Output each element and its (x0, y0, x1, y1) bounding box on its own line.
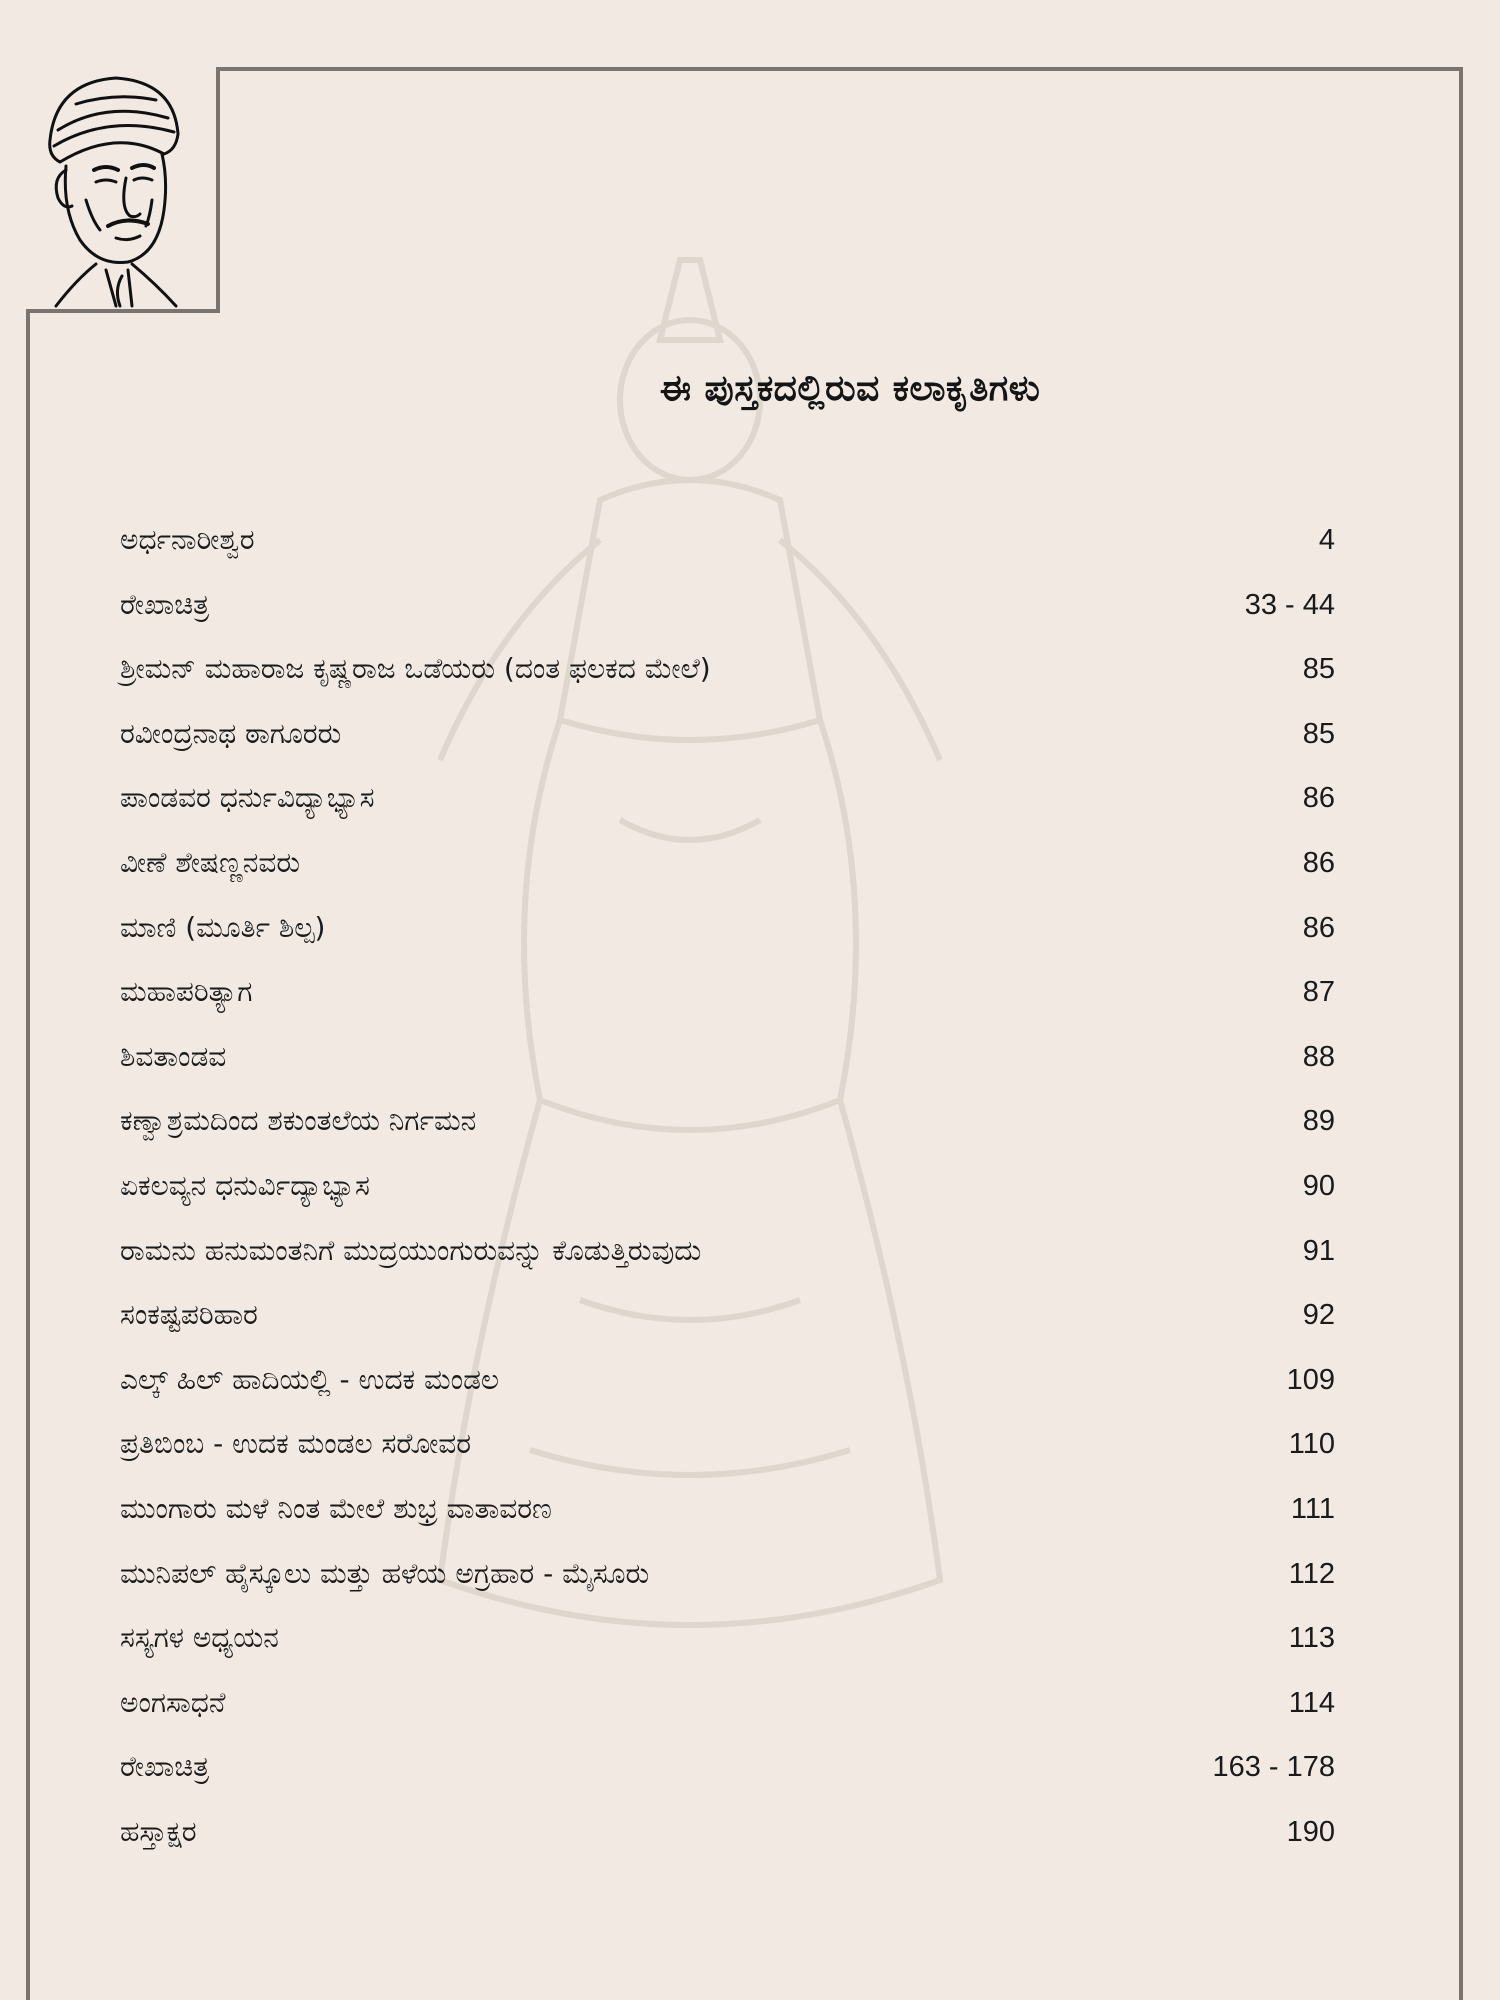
list-item-title: ರವೀಂದ್ರನಾಥ ಠಾಗೂರರು (120, 716, 342, 750)
list-item (120, 1606, 1335, 1671)
list-item-page-number: 190 (1286, 1815, 1335, 1848)
frame-right-line (1459, 67, 1463, 2000)
list-item-page-number: 86 (1302, 846, 1335, 879)
list-item (120, 1089, 1335, 1154)
list-item (120, 1735, 1335, 1800)
list-item-title: ರಾಮನು ಹನುಮಂತನಿಗೆ ಮುದ್ರಯುಂಗುರುವನ್ನು ಕೊಡುತ್ತಿರುವುದು (120, 1233, 702, 1267)
list-item (120, 573, 1335, 638)
list-item-title: ಮಹಾಪರಿತ್ಯಾಗ (120, 975, 253, 1009)
list-item-page-number: 112 (1288, 1557, 1335, 1590)
frame-notch-vertical-line (216, 67, 220, 312)
list-item (120, 831, 1335, 896)
list-item (120, 1348, 1335, 1413)
list-item-page-number: 33 - 44 (1244, 588, 1335, 621)
list-item-title: ಮುನಿಪಲ್ ಹೈಸ್ಕೂಲು ಮತ್ತು ಹಳೆಯ ಅಗ್ರಹಾರ - ಮೈಸೂರು (120, 1556, 650, 1590)
list-item (120, 1412, 1335, 1477)
list-item-page-number: 113 (1288, 1622, 1335, 1655)
list-item-title: ಪ್ರತಿಬಿಂಬ - ಉದಕ ಮಂಡಲ ಸರೋವರ (120, 1427, 472, 1461)
list-item-title: ಅರ್ಧನಾರೀಶ್ವರ (120, 523, 255, 556)
list-item (120, 1477, 1335, 1542)
list-item-page-number: 85 (1302, 717, 1335, 750)
list-item-title: ಶ್ರೀಮನ್ ಮಹಾರಾಜ ಕೃಷ್ಣರಾಜ ಒಡೆಯರು (ದಂತ ಫಲಕದ ಮೇಲೆ) (120, 652, 711, 686)
list-item-page-number: 163 - 178 (1212, 1751, 1335, 1784)
list-item-page-number: 85 (1302, 653, 1335, 686)
portrait-sketch-icon (36, 70, 186, 310)
list-item (120, 1283, 1335, 1348)
list-item (120, 1800, 1335, 1865)
list-item-page-number: 110 (1288, 1428, 1335, 1461)
list-item-title: ವೀಣೆ ಶೇಷಣ್ಣನವರು (120, 845, 301, 879)
list-item (120, 1025, 1335, 1090)
list-item (120, 508, 1335, 573)
list-item (120, 896, 1335, 961)
list-item-title: ಎಲ್ಕ್ ಹಿಲ್ ಹಾದಿಯಲ್ಲಿ - ಉದಕ ಮಂಡಲ (120, 1362, 500, 1396)
list-item-page-number: 92 (1302, 1299, 1335, 1332)
list-item-title: ಕಣ್ವಾಶ್ರಮದಿಂದ ಶಕುಂತಲೆಯ ನಿರ್ಗಮನ (120, 1104, 477, 1138)
list-item (120, 1671, 1335, 1736)
page-title: ಈ ಪುಸ್ತಕದಲ್ಲಿರುವ ಕಲಾಕೃತಿಗಳು (659, 368, 1041, 409)
list-item-title: ಪಾಂಡವರ ಧರ್ನುವಿದ್ಯಾಭ್ಯಾಸ (120, 781, 375, 815)
list-item-title: ಮಾಣಿ (ಮೂರ್ತಿ ಶಿಲ್ಪ) (120, 910, 326, 944)
list-item-title: ಅಂಗಸಾಧನೆ (120, 1685, 226, 1719)
list-item-page-number: 4 (1318, 524, 1335, 556)
list-item-page-number: 87 (1302, 976, 1335, 1009)
list-item-page-number: 114 (1288, 1686, 1335, 1719)
list-item (120, 960, 1335, 1025)
artwork-list (120, 508, 1335, 1864)
list-item-page-number: 86 (1302, 911, 1335, 944)
list-item-title: ಸಸ್ಯಗಳ ಅಧ್ಯಯನ (120, 1621, 279, 1655)
frame-left-line (26, 309, 30, 2000)
list-item-title: ಸಂಕಷ್ಟಪರಿಹಾರ (120, 1298, 258, 1332)
list-item-page-number: 88 (1302, 1040, 1335, 1073)
list-item (120, 1154, 1335, 1219)
list-item-title: ಏಕಲವ್ಯನ ಧನುರ್ವಿದ್ಯಾಭ್ಯಾಸ (120, 1168, 370, 1202)
list-item-title: ಹಸ್ತಾಕ್ಷರ (120, 1814, 197, 1848)
list-item (120, 702, 1335, 767)
list-item-page-number: 91 (1302, 1234, 1335, 1267)
list-item-page-number: 89 (1302, 1105, 1335, 1138)
list-item-title: ಶಿವತಾಂಡವ (120, 1039, 227, 1073)
list-item-title: ರೇಖಾಚಿತ್ರ (120, 587, 210, 621)
list-item-title: ರೇಖಾಚಿತ್ರ (120, 1750, 210, 1784)
list-item-page-number: 90 (1302, 1169, 1335, 1202)
list-item-page-number: 111 (1290, 1492, 1335, 1525)
list-item (120, 766, 1335, 831)
list-item (120, 1219, 1335, 1284)
list-item-page-number: 86 (1302, 782, 1335, 815)
list-item-page-number: 109 (1286, 1363, 1335, 1396)
list-item (120, 1542, 1335, 1607)
list-item (120, 637, 1335, 702)
frame-top-line (216, 67, 1463, 71)
list-item-title: ಮುಂಗಾರು ಮಳೆ ನಿಂತ ಮೇಲೆ ಶುಭ್ರ ವಾತಾವರಣ (120, 1491, 552, 1525)
